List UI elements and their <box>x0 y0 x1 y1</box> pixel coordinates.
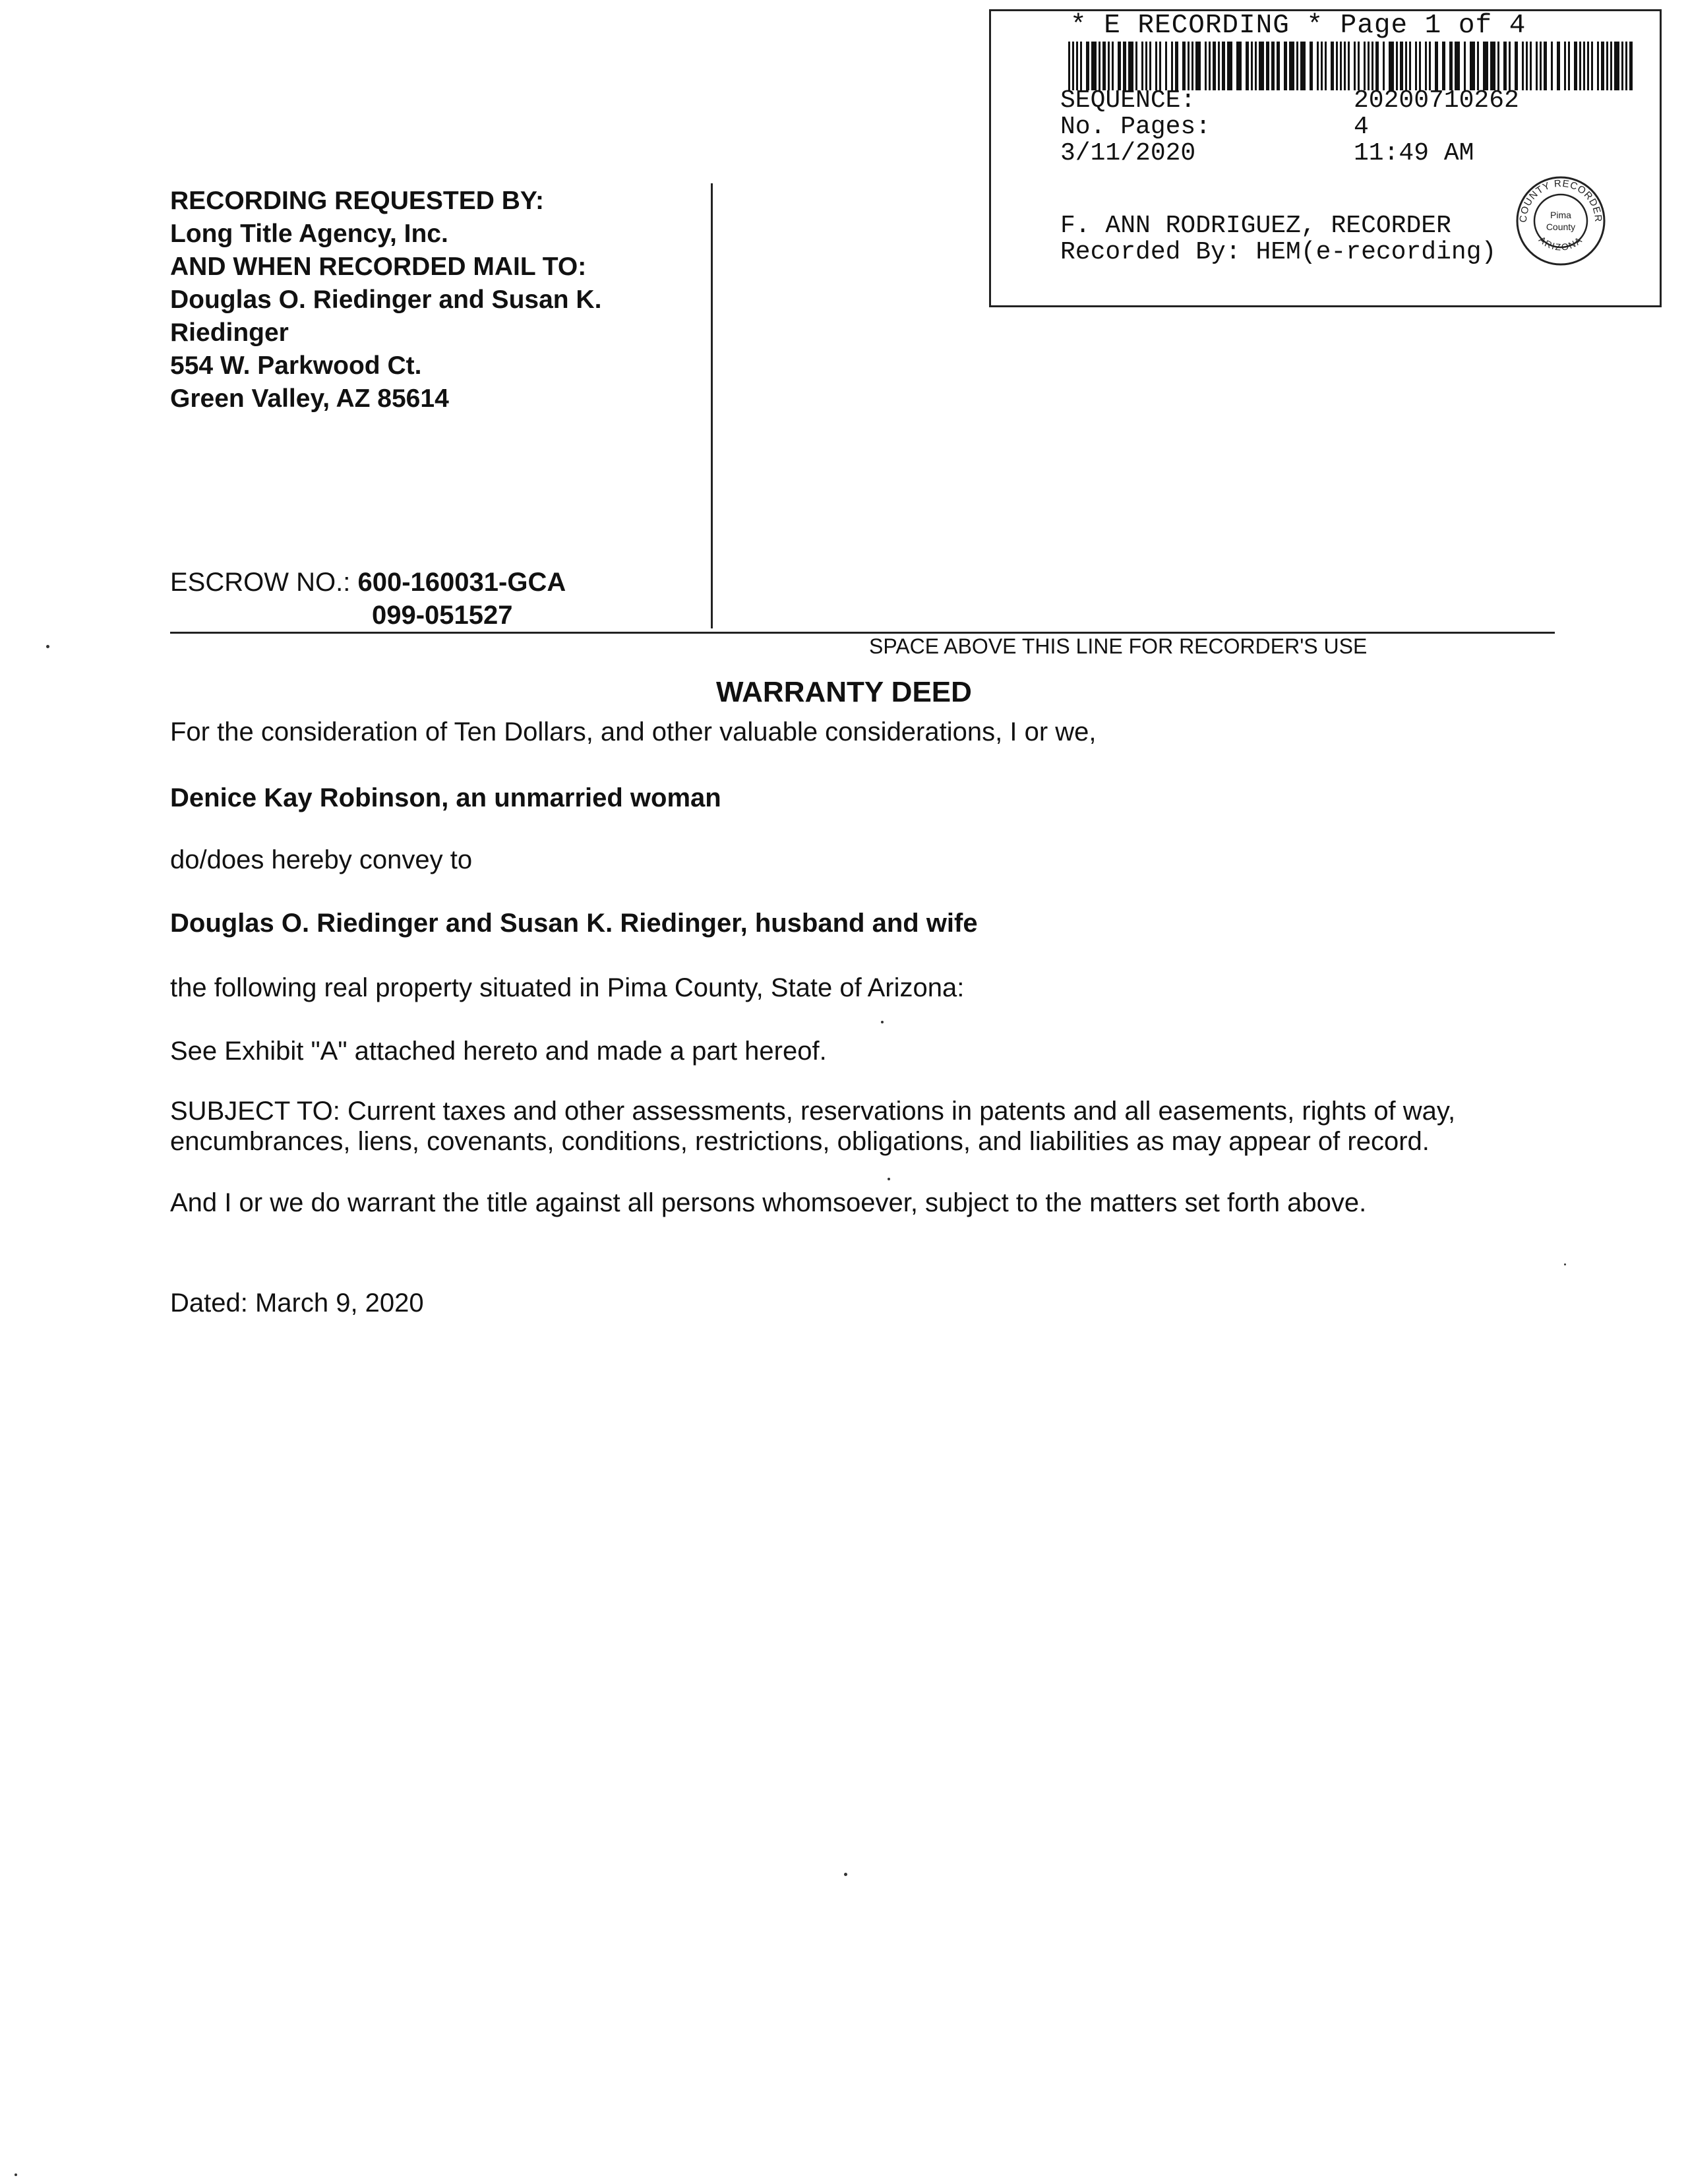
barcode-bar <box>1222 42 1225 90</box>
barcode-bar <box>1255 42 1257 90</box>
barcode-bar <box>1564 42 1566 90</box>
barcode-bar <box>1601 42 1604 90</box>
barcode-bar <box>1629 42 1633 90</box>
barcode-bar <box>1277 42 1280 90</box>
scan-speck <box>888 1178 890 1180</box>
sequence-value: 20200710262 <box>1354 86 1519 115</box>
barcode-bar <box>1557 42 1560 90</box>
document-title: WARRANTY DEED <box>716 676 972 708</box>
barcode-bar <box>1218 42 1220 90</box>
barcode-bar <box>1470 42 1475 90</box>
barcode-bar <box>1165 42 1167 90</box>
barcode-bar <box>1091 42 1097 90</box>
barcode-bar <box>1364 42 1366 90</box>
record-time: 11:49 AM <box>1354 139 1474 167</box>
barcode-bar <box>1435 42 1438 90</box>
barcode-bar <box>1266 42 1269 90</box>
barcode-bar <box>1340 42 1342 90</box>
barcode-bar <box>1271 42 1275 90</box>
svg-text:COUNTY RECORDER: COUNTY RECORDER <box>1517 177 1604 223</box>
barcode-bar <box>1284 42 1287 90</box>
barcode-bar <box>1321 42 1323 90</box>
barcode-bar <box>1551 42 1553 90</box>
pages-label: No. Pages: <box>1060 113 1211 141</box>
grantee-name: Douglas O. Riedinger and Susan K. Riedinger, husband and wife <box>170 909 978 938</box>
barcode-bar <box>1213 42 1216 90</box>
barcode-bar <box>1568 42 1570 90</box>
recorder-space-note: SPACE ABOVE THIS LINE FOR RECORDER'S USE <box>869 634 1368 658</box>
subject-to-clause: SUBJECT TO: Current taxes and other assessments, reservations in patents and all easements, rights of way, encumbrances, liens, covenants, conditions, restrictions, obligations, and liabilities as may appear of record. <box>170 1097 1456 1156</box>
barcode-bar <box>1625 42 1627 90</box>
barcode-bar <box>1108 42 1110 90</box>
escrow-number-2: 099-051527 <box>372 601 513 630</box>
barcode-bar <box>1375 42 1379 90</box>
barcode-bar <box>1344 42 1346 90</box>
svg-text:Pima: Pima <box>1550 210 1571 220</box>
barcode-bar <box>1614 42 1619 90</box>
barcode-bar <box>1515 42 1518 90</box>
barcode-bar <box>1372 42 1373 90</box>
barcode-bar <box>1591 42 1593 90</box>
recorder-space-divider <box>170 632 1555 634</box>
pages-value: 4 <box>1354 113 1369 141</box>
barcode-bar <box>1289 42 1294 90</box>
barcode-bar <box>1191 42 1193 90</box>
barcode-bar <box>1149 42 1151 90</box>
requesting-agency: Long Title Agency, Inc. <box>170 220 448 248</box>
mail-to-name-line2: Riedinger <box>170 318 289 347</box>
convey-clause: do/does hereby convey to <box>170 845 473 874</box>
barcode-bar <box>1175 42 1178 90</box>
barcode-bar <box>1425 42 1427 90</box>
barcode-bar <box>1383 42 1385 90</box>
barcode-bar <box>1331 42 1334 90</box>
barcode-bar <box>1583 42 1585 90</box>
barcode-bar <box>1072 42 1074 90</box>
recorder-stamp <box>989 9 1662 307</box>
barcode-bar <box>1522 42 1524 90</box>
barcode-bar <box>1400 42 1403 90</box>
vertical-divider <box>711 183 713 628</box>
barcode-bar <box>1497 42 1499 90</box>
barcode-bar <box>1483 42 1488 90</box>
barcode-bar <box>1574 42 1577 90</box>
barcode-bar <box>1099 42 1100 90</box>
barcode-bar <box>1182 42 1186 90</box>
stamp-header: * E RECORDING * Page 1 of 4 <box>1070 11 1526 41</box>
svg-text:County: County <box>1546 222 1576 232</box>
warranty-clause: And I or we do warrant the title against all persons whomsoever, subject to the matters set forth above. <box>170 1188 1367 1217</box>
escrow-block <box>170 566 566 630</box>
county-recorder-seal-icon <box>1515 175 1607 267</box>
barcode-bar <box>1102 42 1106 90</box>
recorded-by: Recorded By: HEM(e-recording) <box>1060 238 1497 266</box>
barcode-bar <box>1464 42 1466 90</box>
barcode-bar <box>1141 42 1143 90</box>
grantor-name: Denice Kay Robinson, an unmarried woman <box>170 783 721 812</box>
dated-line: Dated: March 9, 2020 <box>170 1289 424 1318</box>
return-address-block <box>170 185 601 415</box>
barcode-bar <box>1415 42 1417 90</box>
barcode-bar <box>1068 42 1070 90</box>
barcode-bar <box>1503 42 1507 90</box>
barcode-bar <box>1128 42 1133 90</box>
scan-speck <box>46 645 49 648</box>
barcode-bar <box>1296 42 1298 90</box>
barcode-bar <box>1325 42 1327 90</box>
barcode-bar <box>1251 42 1253 90</box>
barcode-bar <box>1076 42 1078 90</box>
barcode-bar <box>1405 42 1407 90</box>
barcode-bar <box>1389 42 1394 90</box>
barcode-bar <box>1086 42 1089 90</box>
barcode-bar <box>1123 42 1126 90</box>
property-clause: the following real property situated in Pima County, State of Arizona: <box>170 973 965 1002</box>
barcode <box>1068 42 1633 90</box>
barcode-bar <box>1259 42 1264 90</box>
barcode-bar <box>1227 42 1232 90</box>
barcode-bar <box>1597 42 1599 90</box>
barcode-bar <box>1490 42 1495 90</box>
barcode-bar <box>1606 42 1608 90</box>
barcode-bar <box>1455 42 1460 90</box>
consideration-clause: For the consideration of Ten Dollars, and other valuable considerations, I or we, <box>170 717 1097 746</box>
barcode-bar <box>1530 42 1532 90</box>
barcode-bar <box>1300 42 1306 90</box>
barcode-bar <box>1621 42 1623 90</box>
barcode-bar <box>1449 42 1453 90</box>
barcode-bar <box>1358 42 1360 90</box>
mail-to-city: Green Valley, AZ 85614 <box>170 384 449 413</box>
sequence-label: SEQUENCE: <box>1060 86 1196 115</box>
escrow-label: ESCROW NO.: <box>170 568 351 597</box>
barcode-bar <box>1336 42 1338 90</box>
scan-speck <box>15 2173 17 2176</box>
mail-to-street: 554 W. Parkwood Ct. <box>170 351 422 380</box>
svg-text:ARIZONA: ARIZONA <box>1536 233 1585 253</box>
mail-to-name-line1: Douglas O. Riedinger and Susan K. <box>170 286 602 314</box>
barcode-bar <box>1587 42 1589 90</box>
barcode-bar <box>1544 42 1547 90</box>
barcode-bar <box>1236 42 1242 90</box>
barcode-bar <box>1205 42 1207 90</box>
escrow-number-1: 600-160031-GCA <box>357 568 566 597</box>
recording-requested-by-label: RECORDING REQUESTED BY: <box>170 187 544 215</box>
barcode-bar <box>1112 42 1114 90</box>
barcode-bar <box>1246 42 1249 90</box>
barcode-bar <box>1526 42 1528 90</box>
scan-speck <box>844 1873 847 1876</box>
barcode-bar <box>1477 42 1479 90</box>
barcode-bar <box>1317 42 1319 90</box>
mail-to-label: AND WHEN RECORDED MAIL TO: <box>170 253 587 281</box>
barcode-bar <box>1135 42 1137 90</box>
barcode-bar <box>1409 42 1411 90</box>
barcode-bar <box>1354 42 1356 90</box>
barcode-bar <box>1188 42 1190 90</box>
barcode-bar <box>1171 42 1173 90</box>
barcode-bar <box>1155 42 1157 90</box>
barcode-bar <box>1348 42 1350 90</box>
barcode-bar <box>1195 42 1201 90</box>
barcode-bar <box>1080 42 1082 90</box>
exhibit-reference: See Exhibit "A" attached hereto and made a part hereof. <box>170 1037 827 1066</box>
barcode-bar <box>1159 42 1161 90</box>
barcode-bar <box>1145 42 1147 90</box>
barcode-bar <box>1579 42 1581 90</box>
barcode-bar <box>1442 42 1445 90</box>
barcode-bar <box>1209 42 1211 90</box>
barcode-bar <box>1310 42 1313 90</box>
barcode-bar <box>1396 42 1398 90</box>
barcode-bar <box>1536 42 1538 90</box>
barcode-bar <box>1610 42 1612 90</box>
barcode-bar <box>1540 42 1542 90</box>
record-date: 3/11/2020 <box>1060 139 1196 167</box>
barcode-bar <box>1429 42 1431 90</box>
recorder-name: F. ANN RODRIGUEZ, RECORDER <box>1060 212 1451 240</box>
scan-speck <box>1564 1263 1566 1265</box>
barcode-bar <box>1509 42 1511 90</box>
barcode-bar <box>1419 42 1421 90</box>
barcode-bar <box>1368 42 1370 90</box>
scan-speck <box>881 1021 884 1023</box>
barcode-bar <box>1118 42 1121 90</box>
